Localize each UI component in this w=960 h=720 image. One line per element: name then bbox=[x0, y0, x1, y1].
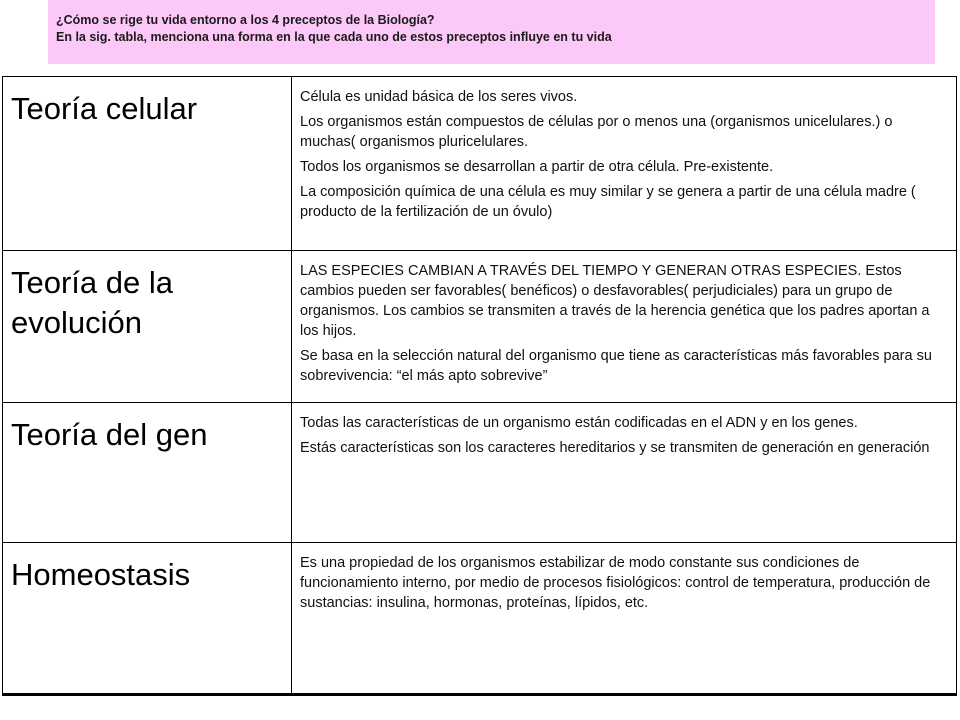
banner-question: ¿Cómo se rige tu vida entorno a los 4 preceptos de la Biología? bbox=[56, 13, 435, 27]
description-cell bbox=[292, 543, 957, 695]
description-cell bbox=[292, 77, 957, 251]
description-paragraph: Célula es unidad básica de los seres vivos. bbox=[300, 89, 578, 105]
table-row bbox=[3, 403, 957, 543]
biology-concepts-table bbox=[2, 76, 957, 696]
instruction-banner bbox=[48, 0, 935, 64]
description-cell bbox=[292, 251, 957, 403]
banner-instruction: En la sig. tabla, menciona una forma en la que cada uno de estos preceptos influye en tu vida bbox=[56, 30, 612, 44]
description-paragraph: LAS ESPECIES CAMBIAN A TRAVÉS DEL TIEMPO Y GENERAN OTRAS ESPECIES. Estos cambios pueden ser favorables( benéficos) o desfavorables( perjudiciales) para un grupo de organismos. Los cambios se transmiten a través de la herencia genética que los padres aportan a los hijos. bbox=[300, 263, 930, 339]
term-gene-theory: Teoría del gen bbox=[11, 417, 208, 452]
term-evolution-theory: Teoría de la evolución bbox=[11, 265, 173, 340]
term-homeostasis: Homeostasis bbox=[11, 557, 191, 592]
term-cell-theory: Teoría celular bbox=[11, 91, 198, 126]
description-paragraph: Todas las características de un organismo están codificadas en el ADN y en los genes. bbox=[300, 415, 858, 431]
term-cell bbox=[3, 543, 292, 695]
description-paragraph: Estás características son los caracteres hereditarios y se transmiten de generación en generación bbox=[300, 440, 930, 456]
table-row bbox=[3, 77, 957, 251]
table-row bbox=[3, 251, 957, 403]
table-row bbox=[3, 543, 957, 695]
term-cell bbox=[3, 77, 292, 251]
description-paragraph: La composición química de una célula es muy similar y se genera a partir de una célula madre ( producto de la fertilización de un óvulo) bbox=[300, 184, 916, 220]
description-paragraph: Todos los organismos se desarrollan a partir de otra célula. Pre-existente. bbox=[300, 159, 774, 175]
description-paragraph: Se basa en la selección natural del organismo que tiene as características más favorables para su sobrevivencia: “el más apto sobrevive” bbox=[300, 348, 932, 384]
term-cell bbox=[3, 251, 292, 403]
description-paragraph: Los organismos están compuestos de células por o menos una (organismos unicelulares.) o muchas( organismos pluricelulares. bbox=[300, 114, 893, 150]
description-cell bbox=[292, 403, 957, 543]
term-cell bbox=[3, 403, 292, 543]
description-paragraph: Es una propiedad de los organismos estabilizar de modo constante sus condiciones de funcionamiento interno, por medio de procesos fisiológicos: control de temperatura, producción de sustancias: insulina, hormonas, proteínas, lípidos, etc. bbox=[300, 555, 931, 611]
